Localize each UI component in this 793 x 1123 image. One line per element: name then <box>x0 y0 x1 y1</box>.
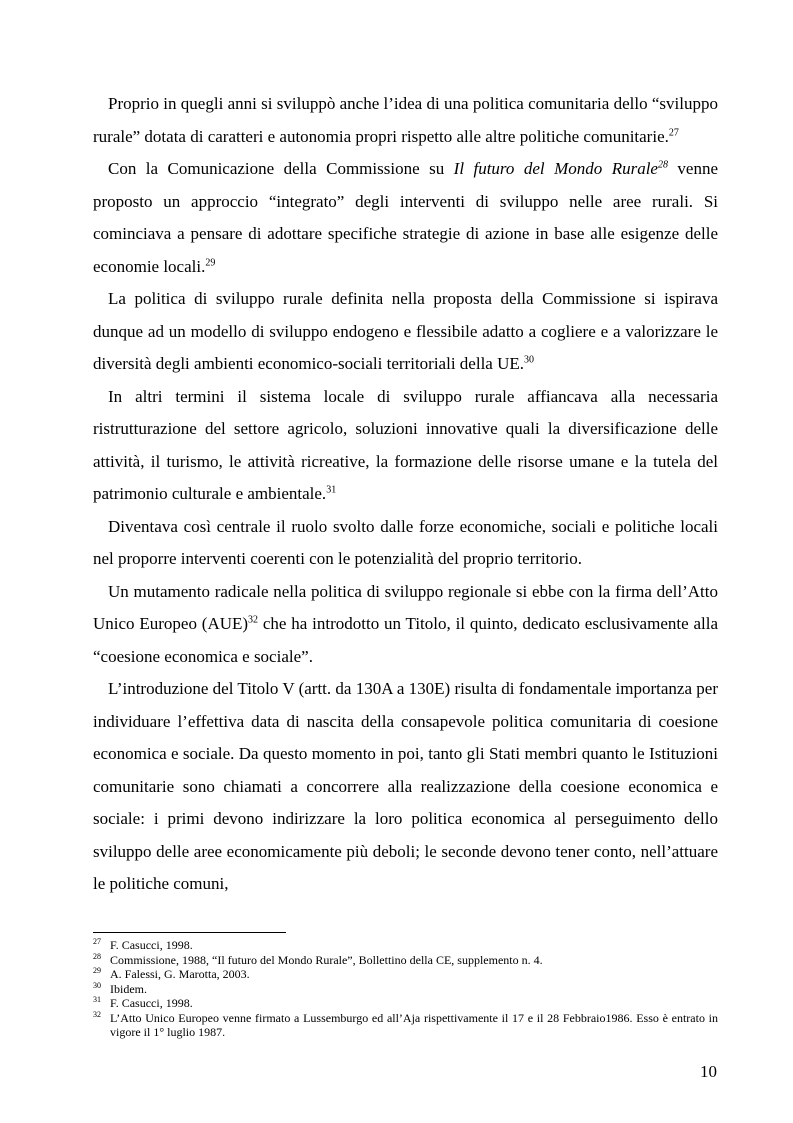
footnote <box>93 996 718 1011</box>
paragraph <box>93 381 718 511</box>
paragraph <box>93 88 718 153</box>
paragraph <box>93 153 718 283</box>
body-text <box>93 88 718 901</box>
paragraph <box>93 576 718 674</box>
footnote-ref: 29 <box>205 256 216 268</box>
paragraph-text: Proprio in quegli anni si sviluppò anche l’idea di una politica comunitaria dello “sviluppo rurale” dotata di caratteri e autonomia propri rispetto alle altre politiche comunitarie. <box>93 94 718 146</box>
footnote-number: 32 <box>93 1009 101 1019</box>
footnote-ref: 32 <box>248 614 259 626</box>
footnote-ref: 31 <box>326 484 337 496</box>
paragraph-text: Diventava così centrale il ruolo svolto dalle forze economiche, sociali e politiche locali nel proporre interventi coerenti con le potenzialità del proprio territorio. <box>93 516 718 568</box>
footnote-number: 30 <box>93 980 101 990</box>
footnote <box>93 967 718 982</box>
paragraph-text: venne proposto un approccio “integrato” degli interventi di sviluppo nelle aree rurali. Si cominciava a pensare di adottare specifiche strategie di azione in base alle esigenze delle economie locali. <box>93 159 719 276</box>
footnote-text: F. Casucci, 1998. <box>110 996 193 1010</box>
paragraph-text: La politica di sviluppo rurale definita nella proposta della Commissione si ispirava dunque ad un modello di sviluppo endogeno e flessibile adatto a cogliere e a valorizzare le diversità degli ambienti economico-sociali territoriali della UE. <box>93 289 718 373</box>
footnote-text: Ibidem. <box>110 981 147 996</box>
italic-title: Il futuro del Mondo Rurale <box>453 159 658 178</box>
paragraph <box>93 673 718 901</box>
footnote-ref: 28 <box>657 159 668 171</box>
footnote-text: A. Falessi, G. Marotta, 2003. <box>110 967 250 981</box>
footnote-number: 29 <box>93 966 101 975</box>
footnote-text: L’Atto Unico Europeo venne firmato a Lussemburgo ed all’Aja rispettivamente il 17 e il 28 Febbraio1986. Esso è entrato in vigore il 1° luglio 1987. <box>110 1010 718 1039</box>
footnote <box>93 982 718 997</box>
footnote-text: Commissione, 1988, “Il futuro del Mondo Rurale”, Bollettino della CE, supplemento n. 4. <box>110 952 543 967</box>
paragraph-text: Con la Comunicazione della Commissione su <box>108 159 454 178</box>
paragraph-text: In altri termini il sistema locale di sviluppo rurale affiancava alla necessaria ristrutturazione del settore agricolo, soluzioni innovative quali la diversificazione delle attività, il turismo, le attività ricreative, la formazione delle risorse umane e la tutela del patrimonio culturale e ambientale. <box>93 386 718 503</box>
footnote <box>93 938 718 953</box>
footnote-ref: 30 <box>524 354 534 366</box>
paragraph-text: Un mutamento radicale nella politica di sviluppo regionale si ebbe con la firma dell’Atto Unico Europeo (AUE) <box>93 581 718 633</box>
footnote <box>93 1011 718 1040</box>
footnote-ref: 27 <box>668 126 679 138</box>
footnote-number: 31 <box>93 995 101 1004</box>
paragraph <box>93 283 718 381</box>
footnote-text: F. Casucci, 1998. <box>110 938 193 952</box>
paragraph-text: L’introduzione del Titolo V (artt. da 130A a 130E) risulta di fondamentale importanza per individuare l’effettiva data di nascita della consapevole politica comunitaria di coesione economica e sociale. Da questo momento in poi, tanto gli Stati membri quanto le Istituzioni comunitarie sono chiamati a concorrere alla realizzazione della coesione economica e sociale: i primi devono indirizzare la loro politica economica al perseguimento dello sviluppo delle aree economicamente più deboli; le seconde devono tener conto, nell’attuare le politiche comuni, <box>93 679 718 893</box>
footnotes <box>93 938 718 1040</box>
footnote-number: 27 <box>93 937 101 946</box>
paragraph-text: che ha introdotto un Titolo, il quinto, dedicato esclusivamente alla “coesione economica e sociale”. <box>93 614 718 666</box>
footnote <box>93 953 718 968</box>
footnote-separator <box>93 932 286 933</box>
footnote-number: 28 <box>93 951 101 961</box>
page-number: 10 <box>700 1062 717 1081</box>
paragraph <box>93 511 718 576</box>
